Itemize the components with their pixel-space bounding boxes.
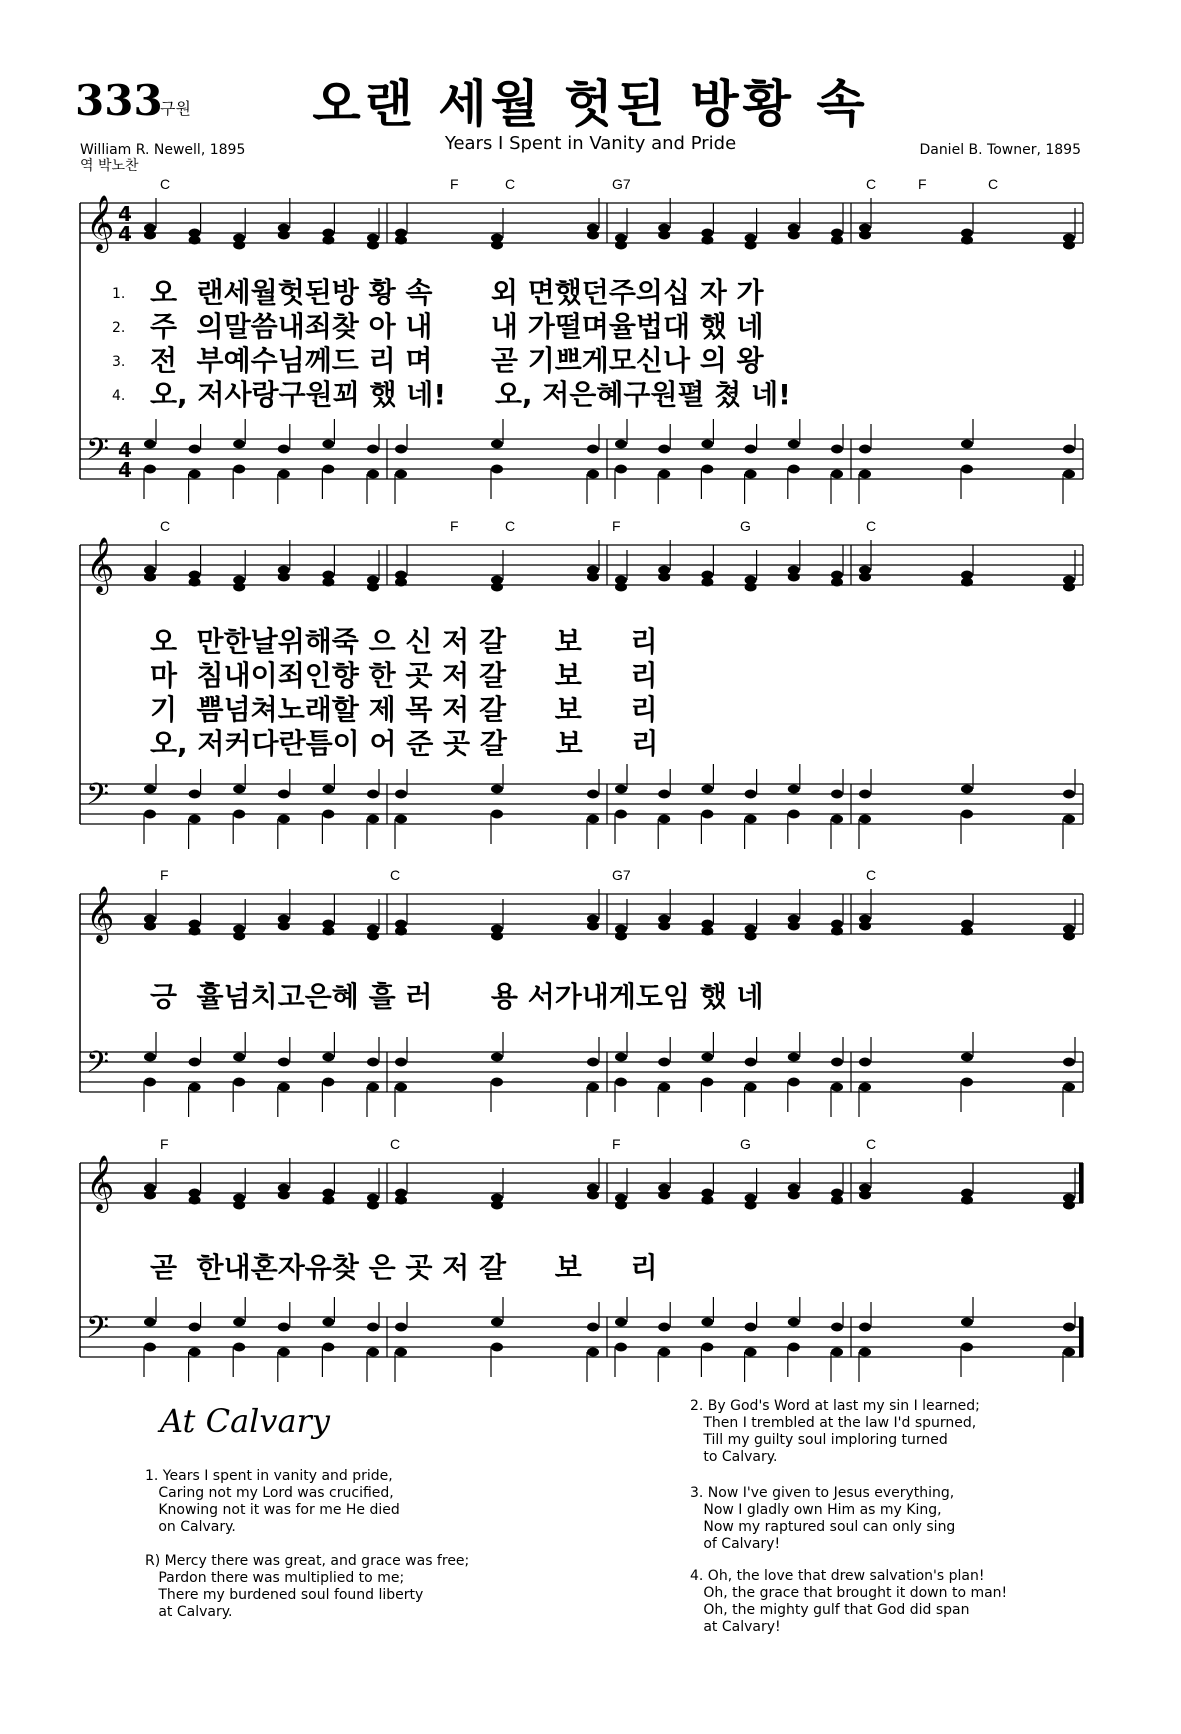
treble-notehead xyxy=(189,578,201,587)
bass-notehead xyxy=(658,790,670,799)
bass-notehead xyxy=(491,440,503,449)
bass-notehead xyxy=(233,1053,245,1062)
bass-notehead xyxy=(859,445,871,454)
english-refrain: R) Mercy there was great, and grace was free; Pardon there was multiplied to me; There my burdened soul found liberty at Calvary. xyxy=(145,1553,470,1620)
bass-notehead xyxy=(615,810,627,819)
bass-notehead xyxy=(859,470,871,479)
treble-notehead xyxy=(233,932,245,941)
treble-notehead xyxy=(1063,583,1075,592)
bass-notehead xyxy=(788,1053,800,1062)
verse-number: 4. xyxy=(112,388,126,404)
bass-notehead xyxy=(961,1318,973,1327)
bass-notehead xyxy=(788,440,800,449)
bass-clef-icon: 𝄢 xyxy=(86,778,110,819)
treble-notehead xyxy=(961,578,973,587)
bass-notehead xyxy=(745,470,757,479)
treble-notehead xyxy=(745,1201,757,1210)
treble-notehead xyxy=(658,573,670,582)
bass-notehead xyxy=(658,470,670,479)
chord-symbol: F xyxy=(160,867,169,883)
treble-notehead xyxy=(701,1196,713,1205)
chord-symbol: G7 xyxy=(612,867,631,883)
bass-notehead xyxy=(615,785,627,794)
treble-notehead xyxy=(615,1201,627,1210)
bass-notehead xyxy=(788,810,800,819)
treble-notehead xyxy=(788,231,800,240)
treble-notehead xyxy=(233,583,245,592)
bass-notehead xyxy=(745,445,757,454)
bass-notehead xyxy=(587,1058,599,1067)
treble-notehead xyxy=(395,578,407,587)
treble-notehead xyxy=(189,927,201,936)
bass-notehead xyxy=(233,1078,245,1087)
treble-notehead xyxy=(233,241,245,250)
treble-notehead xyxy=(1063,241,1075,250)
bass-notehead xyxy=(859,1058,871,1067)
treble-notehead xyxy=(961,1196,973,1205)
treble-notehead xyxy=(395,236,407,245)
title-english: Years I Spent in Vanity and Pride xyxy=(444,133,737,154)
bass-notehead xyxy=(831,815,843,824)
bass-notehead xyxy=(233,440,245,449)
bass-notehead xyxy=(189,790,201,799)
chord-symbol: G xyxy=(740,518,751,534)
bass-notehead xyxy=(859,815,871,824)
bass-notehead xyxy=(587,790,599,799)
bass-notehead xyxy=(701,440,713,449)
bass-notehead xyxy=(278,1083,290,1092)
treble-notehead xyxy=(189,236,201,245)
chord-symbol: C xyxy=(390,1136,401,1152)
bass-notehead xyxy=(189,1348,201,1357)
bass-notehead xyxy=(701,1053,713,1062)
bass-notehead xyxy=(367,470,379,479)
treble-notehead xyxy=(831,927,843,936)
english-verse-2: 2. By God's Word at last my sin I learned; Then I trembled at the law I'd spurned, Till my guilty soul imploring turned to Calvary. xyxy=(690,1398,980,1465)
bass-notehead xyxy=(395,1083,407,1092)
treble-notehead xyxy=(278,231,290,240)
bass-notehead xyxy=(322,810,334,819)
treble-notehead xyxy=(788,573,800,582)
treble-clef-icon: 𝄞 xyxy=(86,886,115,942)
lyric-line: 긍 휼넘치고은혜 흘 러 용 서가내게도임 했 네 xyxy=(150,980,764,1013)
treble-notehead xyxy=(144,922,156,931)
treble-notehead xyxy=(701,927,713,936)
bass-notehead xyxy=(367,815,379,824)
treble-clef-icon: 𝄞 xyxy=(86,537,115,593)
bass-notehead xyxy=(322,465,334,474)
lyric-line: 오 랜세월헛된방 황 속 외 면했던주의십 자 가 xyxy=(150,276,764,309)
chord-symbol: G xyxy=(740,1136,751,1152)
bass-notehead xyxy=(278,790,290,799)
hymn-number: 333 xyxy=(75,76,163,125)
author-name: William R. Newell, 1895 xyxy=(80,142,246,158)
treble-notehead xyxy=(831,236,843,245)
chord-symbol: F xyxy=(918,176,927,192)
lyric-line: 기 쁨넘쳐노래할 제 목 저 갈 보 리 xyxy=(150,693,658,726)
treble-notehead xyxy=(395,927,407,936)
treble-notehead xyxy=(745,241,757,250)
chord-symbol: C xyxy=(988,176,999,192)
bass-notehead xyxy=(189,445,201,454)
bass-notehead xyxy=(395,1058,407,1067)
bass-notehead xyxy=(615,440,627,449)
treble-notehead xyxy=(701,236,713,245)
treble-notehead xyxy=(278,573,290,582)
bass-notehead xyxy=(961,1343,973,1352)
treble-notehead xyxy=(961,927,973,936)
bass-notehead xyxy=(322,1053,334,1062)
bass-clef-icon: 𝄢 xyxy=(86,1311,110,1352)
chord-symbol: C xyxy=(866,867,877,883)
treble-notehead xyxy=(322,1196,334,1205)
lyric-line: 오 만한날위해죽 으 신 저 갈 보 리 xyxy=(150,625,658,658)
bass-notehead xyxy=(278,1323,290,1332)
lyric-line: 전 부예수님께드 리 며 곧 기쁘게모신나 의 왕 xyxy=(150,344,764,377)
treble-notehead xyxy=(395,1196,407,1205)
bass-notehead xyxy=(587,1323,599,1332)
bass-notehead xyxy=(322,1343,334,1352)
lyric-line: 오, 저사랑구원꾀 했 네! 오, 저은혜구원펼 쳤 네! xyxy=(150,378,791,411)
bass-notehead xyxy=(189,815,201,824)
bass-notehead xyxy=(788,465,800,474)
bass-notehead xyxy=(615,1078,627,1087)
treble-notehead xyxy=(233,1201,245,1210)
translator-name: 역 박노찬 xyxy=(80,158,139,174)
bass-notehead xyxy=(322,1318,334,1327)
bass-notehead xyxy=(701,810,713,819)
bass-notehead xyxy=(322,1078,334,1087)
english-verse-1: 1. Years I spent in vanity and pride, Caring not my Lord was crucified, Knowing not it was for me He died on Calvary. xyxy=(145,1468,400,1535)
chord-symbol: C xyxy=(160,518,171,534)
bass-notehead xyxy=(367,1323,379,1332)
bass-notehead xyxy=(831,1083,843,1092)
bass-notehead xyxy=(189,470,201,479)
bass-notehead xyxy=(788,1318,800,1327)
bass-notehead xyxy=(745,1083,757,1092)
bass-notehead xyxy=(587,815,599,824)
bass-notehead xyxy=(745,1348,757,1357)
bass-notehead xyxy=(491,1053,503,1062)
treble-clef-icon: 𝄞 xyxy=(86,195,115,251)
lyric-line: 곧 한내혼자유찾 은 곳 저 갈 보 리 xyxy=(150,1251,658,1284)
treble-notehead xyxy=(658,922,670,931)
treble-notehead xyxy=(491,932,503,941)
bass-notehead xyxy=(587,445,599,454)
treble-notehead xyxy=(322,578,334,587)
bass-notehead xyxy=(367,1348,379,1357)
bass-notehead xyxy=(233,1318,245,1327)
treble-notehead xyxy=(658,231,670,240)
treble-notehead xyxy=(322,236,334,245)
bass-notehead xyxy=(788,1078,800,1087)
bass-notehead xyxy=(322,440,334,449)
bass-notehead xyxy=(491,465,503,474)
bass-notehead xyxy=(233,465,245,474)
bass-notehead xyxy=(587,1348,599,1357)
chord-symbol: C xyxy=(505,176,516,192)
bass-notehead xyxy=(961,465,973,474)
bass-notehead xyxy=(395,1323,407,1332)
treble-notehead xyxy=(278,1191,290,1200)
chord-symbol: C xyxy=(390,867,401,883)
treble-notehead xyxy=(745,932,757,941)
bass-notehead xyxy=(1063,445,1075,454)
bass-notehead xyxy=(831,1348,843,1357)
chord-symbol: F xyxy=(612,1136,621,1152)
treble-notehead xyxy=(491,1201,503,1210)
treble-notehead xyxy=(701,578,713,587)
bass-notehead xyxy=(615,465,627,474)
english-verse-3: 3. Now I've given to Jesus everything, Now I gladly own Him as my King, Now my raptured soul can only sing of Calvary! xyxy=(690,1485,956,1552)
treble-notehead xyxy=(788,1191,800,1200)
bass-notehead xyxy=(658,1083,670,1092)
bass-notehead xyxy=(491,785,503,794)
bass-notehead xyxy=(745,1058,757,1067)
treble-notehead xyxy=(615,583,627,592)
bass-notehead xyxy=(1063,1058,1075,1067)
chord-symbol: C xyxy=(866,518,877,534)
final-barline xyxy=(1079,1317,1083,1357)
bass-notehead xyxy=(395,470,407,479)
bass-notehead xyxy=(395,790,407,799)
chord-symbol: F xyxy=(450,518,459,534)
verse-number: 2. xyxy=(112,320,126,336)
bass-notehead xyxy=(658,1058,670,1067)
time-signature: 4 xyxy=(118,458,132,482)
treble-notehead xyxy=(367,932,379,941)
bass-notehead xyxy=(144,465,156,474)
treble-notehead xyxy=(189,1196,201,1205)
treble-clef-icon: 𝄞 xyxy=(86,1155,115,1211)
treble-notehead xyxy=(367,1201,379,1210)
treble-notehead xyxy=(1063,932,1075,941)
bass-notehead xyxy=(701,785,713,794)
bass-notehead xyxy=(961,810,973,819)
bass-notehead xyxy=(859,1323,871,1332)
time-signature: 4 xyxy=(118,202,132,226)
chord-symbol: G7 xyxy=(612,176,631,192)
treble-notehead xyxy=(831,1196,843,1205)
chord-symbol: C xyxy=(505,518,516,534)
bass-notehead xyxy=(367,1083,379,1092)
treble-notehead xyxy=(859,922,871,931)
bass-notehead xyxy=(961,785,973,794)
time-signature: 4 xyxy=(118,222,132,246)
treble-notehead xyxy=(144,573,156,582)
chord-symbol: C xyxy=(866,176,877,192)
bass-notehead xyxy=(367,1058,379,1067)
treble-notehead xyxy=(278,922,290,931)
english-verse-4: 4. Oh, the love that drew salvation's plan! Oh, the grace that brought it down to man! Oh, the mighty gulf that God did span at Calvary! xyxy=(690,1568,1008,1635)
bass-notehead xyxy=(658,815,670,824)
chord-symbol: F xyxy=(612,518,621,534)
lyric-line: 마 침내이죄인향 한 곳 저 갈 보 리 xyxy=(150,659,658,692)
bass-notehead xyxy=(961,1053,973,1062)
bass-notehead xyxy=(144,1318,156,1327)
bass-notehead xyxy=(367,445,379,454)
bass-notehead xyxy=(278,445,290,454)
treble-notehead xyxy=(491,583,503,592)
bass-notehead xyxy=(831,445,843,454)
bass-notehead xyxy=(278,1348,290,1357)
bass-notehead xyxy=(367,790,379,799)
bass-notehead xyxy=(658,1323,670,1332)
chord-symbol: F xyxy=(160,1136,169,1152)
treble-notehead xyxy=(859,231,871,240)
treble-notehead xyxy=(788,922,800,931)
treble-notehead xyxy=(745,583,757,592)
bass-notehead xyxy=(859,1083,871,1092)
bass-notehead xyxy=(701,1318,713,1327)
bass-notehead xyxy=(587,1083,599,1092)
hymn-category: 구원 xyxy=(160,99,191,118)
bass-notehead xyxy=(278,470,290,479)
bass-notehead xyxy=(961,440,973,449)
treble-notehead xyxy=(615,932,627,941)
bass-notehead xyxy=(658,445,670,454)
bass-notehead xyxy=(1063,815,1075,824)
bass-notehead xyxy=(1063,1083,1075,1092)
composer-credit: Daniel B. Towner, 1895 xyxy=(919,142,1081,158)
bass-notehead xyxy=(322,785,334,794)
treble-notehead xyxy=(587,231,599,240)
bass-notehead xyxy=(701,465,713,474)
chord-symbol: C xyxy=(866,1136,877,1152)
treble-notehead xyxy=(491,241,503,250)
english-title: At Calvary xyxy=(160,1402,330,1440)
bass-notehead xyxy=(233,785,245,794)
bass-notehead xyxy=(745,815,757,824)
treble-notehead xyxy=(859,573,871,582)
treble-notehead xyxy=(961,236,973,245)
bass-notehead xyxy=(615,1318,627,1327)
treble-notehead xyxy=(658,1191,670,1200)
bass-notehead xyxy=(745,1323,757,1332)
bass-notehead xyxy=(395,445,407,454)
bass-notehead xyxy=(491,1318,503,1327)
bass-notehead xyxy=(491,810,503,819)
bass-notehead xyxy=(831,790,843,799)
bass-notehead xyxy=(788,785,800,794)
bass-notehead xyxy=(144,810,156,819)
bass-notehead xyxy=(745,790,757,799)
bass-notehead xyxy=(144,440,156,449)
bass-notehead xyxy=(701,1078,713,1087)
bass-notehead xyxy=(491,1343,503,1352)
bass-notehead xyxy=(1063,790,1075,799)
bass-notehead xyxy=(395,815,407,824)
treble-notehead xyxy=(859,1191,871,1200)
bass-notehead xyxy=(701,1343,713,1352)
treble-notehead xyxy=(144,1191,156,1200)
treble-notehead xyxy=(1063,1201,1075,1210)
bass-notehead xyxy=(144,1343,156,1352)
bass-notehead xyxy=(831,1058,843,1067)
bass-notehead xyxy=(961,1078,973,1087)
chord-symbol: F xyxy=(450,176,459,192)
bass-notehead xyxy=(859,790,871,799)
verse-number: 1. xyxy=(112,286,126,302)
bass-notehead xyxy=(615,1053,627,1062)
bass-notehead xyxy=(658,1348,670,1357)
bass-notehead xyxy=(278,815,290,824)
bass-notehead xyxy=(859,1348,871,1357)
bass-notehead xyxy=(615,1343,627,1352)
bass-notehead xyxy=(587,470,599,479)
chord-symbol: C xyxy=(160,176,171,192)
bass-notehead xyxy=(189,1083,201,1092)
treble-notehead xyxy=(144,231,156,240)
treble-notehead xyxy=(615,241,627,250)
bass-notehead xyxy=(278,1058,290,1067)
time-signature: 4 xyxy=(118,438,132,462)
verse-number: 3. xyxy=(112,354,126,370)
treble-notehead xyxy=(587,573,599,582)
bass-notehead xyxy=(831,470,843,479)
treble-notehead xyxy=(587,922,599,931)
bass-notehead xyxy=(189,1323,201,1332)
lyric-line: 오, 저커다란틈이 어 준 곳 갈 보 리 xyxy=(150,727,659,760)
bass-notehead xyxy=(1063,470,1075,479)
bass-notehead xyxy=(233,1343,245,1352)
bass-notehead xyxy=(831,1323,843,1332)
bass-notehead xyxy=(144,1053,156,1062)
title-korean: 오랜 세월 헛된 방황 속 xyxy=(312,75,869,133)
bass-notehead xyxy=(395,1348,407,1357)
bass-notehead xyxy=(233,810,245,819)
bass-notehead xyxy=(144,1078,156,1087)
bass-notehead xyxy=(1063,1323,1075,1332)
bass-notehead xyxy=(491,1078,503,1087)
lyric-line: 주 의말씀내죄찾 아 내 내 가떨며율법대 했 네 xyxy=(150,310,764,343)
treble-notehead xyxy=(367,241,379,250)
bass-notehead xyxy=(144,785,156,794)
bass-notehead xyxy=(1063,1348,1075,1357)
treble-notehead xyxy=(367,583,379,592)
treble-notehead xyxy=(322,927,334,936)
bass-notehead xyxy=(788,1343,800,1352)
bass-clef-icon: 𝄢 xyxy=(86,433,110,474)
bass-notehead xyxy=(189,1058,201,1067)
treble-notehead xyxy=(831,578,843,587)
bass-clef-icon: 𝄢 xyxy=(86,1046,110,1087)
treble-notehead xyxy=(587,1191,599,1200)
final-barline xyxy=(1079,1163,1083,1203)
